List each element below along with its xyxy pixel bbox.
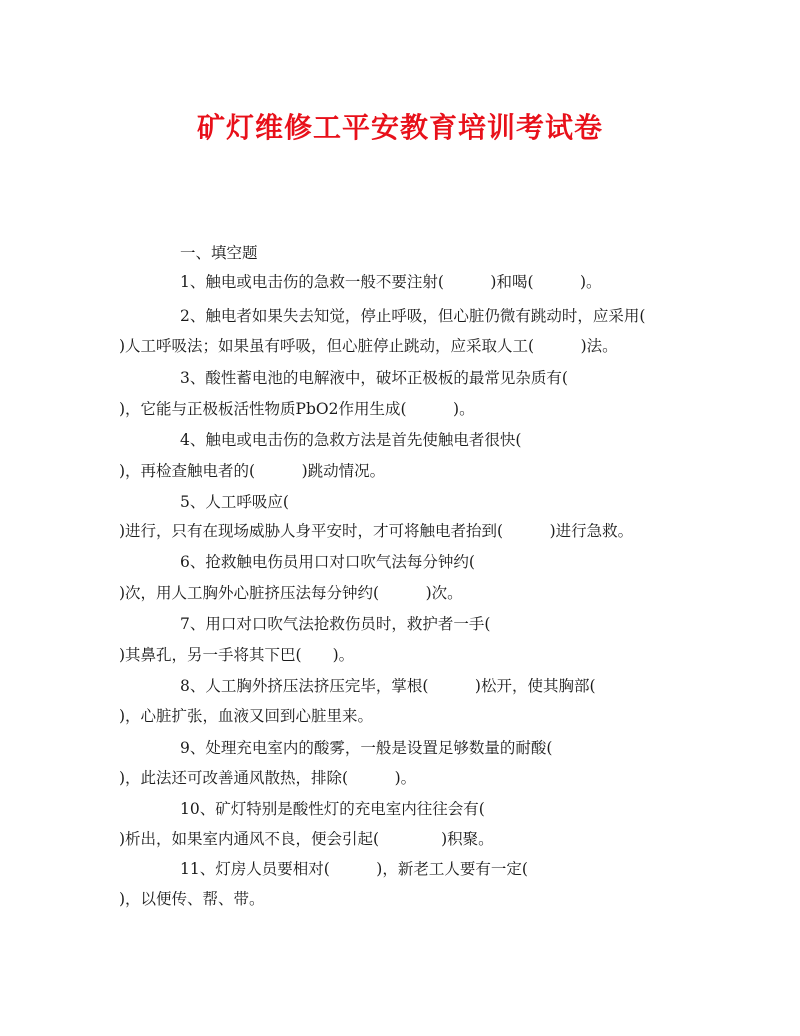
question-line: 10、矿灯特别是酸性灯的充电室内往往会有( bbox=[180, 800, 485, 818]
question-line: )，以便传、帮、带。 bbox=[119, 890, 265, 908]
question-line: )析出，如果室内通风不良，便会引起( )积聚。 bbox=[119, 830, 494, 848]
question-line: 4、触电或电击伤的急救方法是首先使触电者很快( bbox=[180, 431, 522, 449]
question-line: )进行，只有在现场威胁人身平安时，才可将触电者抬到( )进行急救。 bbox=[119, 522, 634, 540]
section-heading: 一、填空题 bbox=[180, 244, 258, 262]
question-line: )，此法还可改善通风散热，排除( )。 bbox=[119, 769, 417, 787]
question-line: )，再检查触电者的( )跳动情况。 bbox=[119, 462, 386, 480]
question-line: 3、酸性蓄电池的电解液中，破坏正极板的最常见杂质有( bbox=[180, 369, 568, 387]
question-line: 9、处理充电室内的酸雾，一般是设置足够数量的耐酸( bbox=[180, 739, 553, 757]
question-line: 7、用口对口吹气法抢救伤员时，救护者一手( bbox=[180, 615, 491, 633]
question-line: 2、触电者如果失去知觉，停止呼吸，但心脏仍微有跳动时，应采用( bbox=[180, 307, 646, 325]
question-line: )，它能与正极板活性物质PbO2作用生成( )。 bbox=[119, 400, 475, 418]
question-line: 5、人工呼吸应( bbox=[180, 493, 289, 511]
question-line: 1、触电或电击伤的急救一般不要注射( )和喝( )。 bbox=[180, 273, 602, 291]
question-line: 11、灯房人员要相对( )，新老工人要有一定( bbox=[180, 860, 528, 878]
page-title: 矿灯维修工平安教育培训考试卷 bbox=[196, 111, 603, 144]
question-line: )，心脏扩张，血液又回到心脏里来。 bbox=[119, 707, 374, 725]
question-line: )次，用人工胸外心脏挤压法每分钟约( )次。 bbox=[119, 584, 463, 602]
question-line: 8、人工胸外挤压法挤压完毕，掌根( )松开，使其胸部( bbox=[180, 677, 596, 695]
question-line: )其鼻孔，另一手将其下巴( )。 bbox=[119, 646, 355, 664]
question-line: 6、抢救触电伤员用口对口吹气法每分钟约( bbox=[180, 553, 475, 571]
question-line: )人工呼吸法；如果虽有呼吸，但心脏停止跳动，应采取人工( )法。 bbox=[119, 337, 618, 355]
